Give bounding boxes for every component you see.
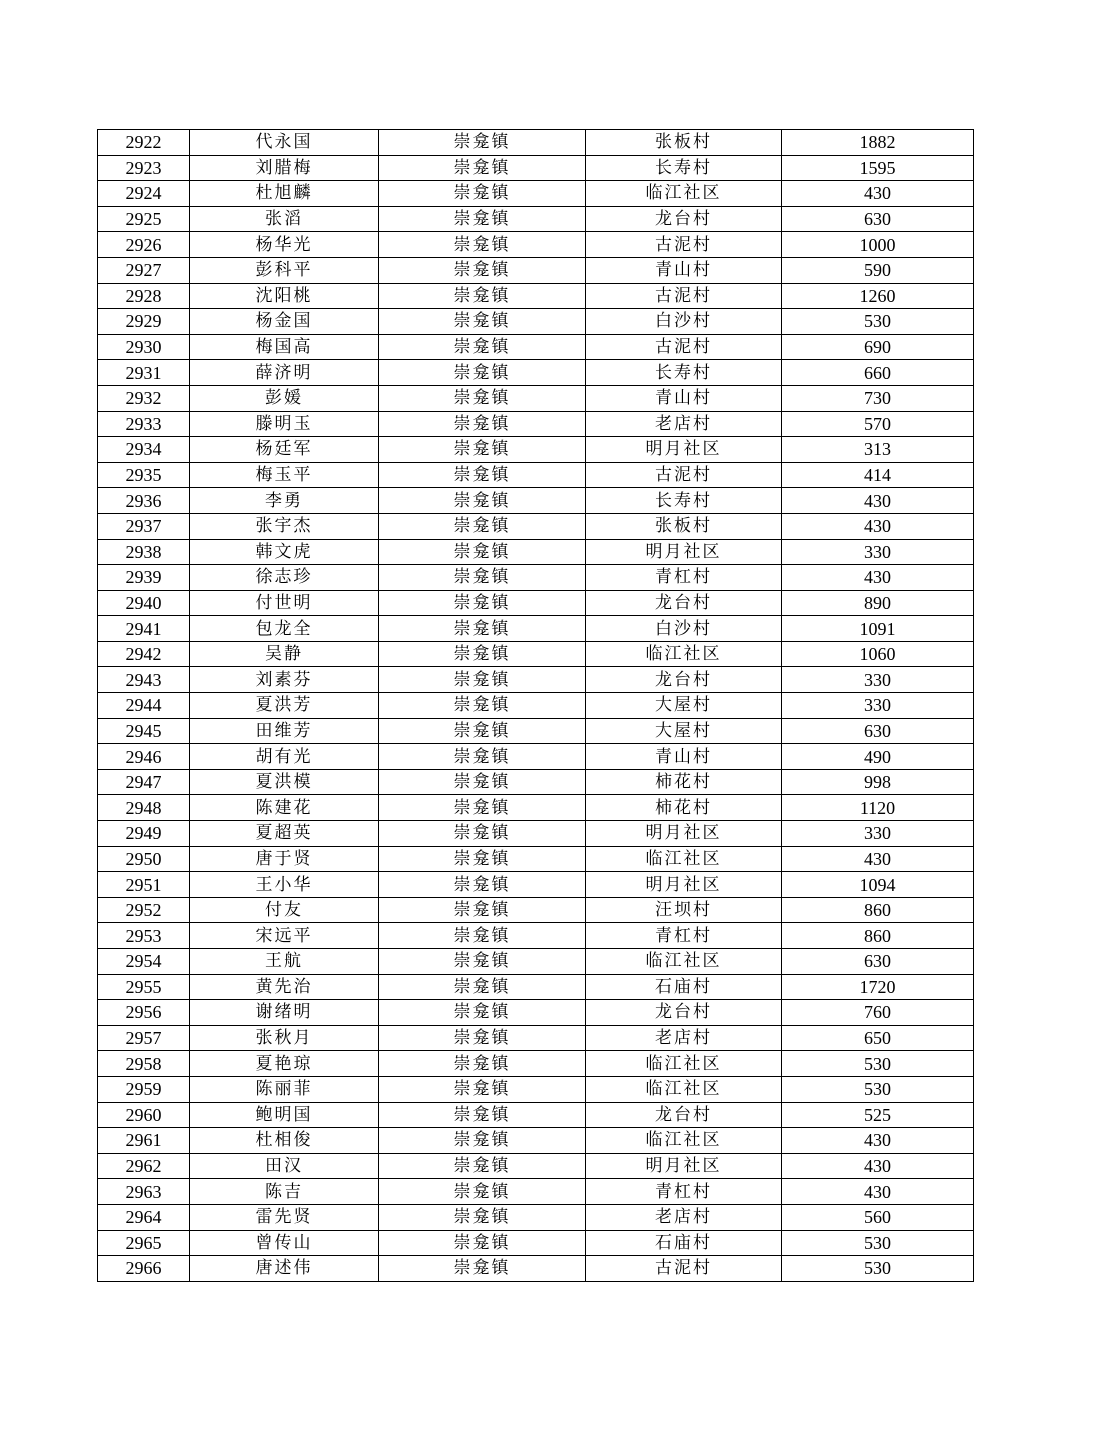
cell-amount: 430: [782, 846, 974, 872]
cell-town: 崇龛镇: [379, 821, 586, 847]
cell-town: 崇龛镇: [379, 744, 586, 770]
cell-village: 老店村: [586, 1025, 782, 1051]
cell-village: 柿花村: [586, 769, 782, 795]
cell-name: 代永国: [190, 130, 379, 156]
cell-name: 唐述伟: [190, 1256, 379, 1282]
cell-town: 崇龛镇: [379, 130, 586, 156]
cell-town: 崇龛镇: [379, 795, 586, 821]
cell-town: 崇龛镇: [379, 462, 586, 488]
cell-amount: 860: [782, 897, 974, 923]
table-row: [98, 1230, 974, 1256]
cell-village: 石庙村: [586, 1230, 782, 1256]
cell-village: 龙台村: [586, 206, 782, 232]
cell-name: 田维芳: [190, 718, 379, 744]
table-row: [98, 206, 974, 232]
cell-number: 2922: [98, 130, 190, 156]
table-row: [98, 488, 974, 514]
cell-amount: 430: [782, 1153, 974, 1179]
cell-town: 崇龛镇: [379, 155, 586, 181]
cell-name: 包龙全: [190, 616, 379, 642]
cell-name: 黄先治: [190, 974, 379, 1000]
table-body: [98, 130, 974, 1282]
cell-town: 崇龛镇: [379, 872, 586, 898]
cell-amount: 530: [782, 1230, 974, 1256]
cell-number: 2961: [98, 1128, 190, 1154]
cell-village: 汪坝村: [586, 897, 782, 923]
table-row: [98, 437, 974, 463]
table-row: [98, 257, 974, 283]
cell-town: 崇龛镇: [379, 181, 586, 207]
cell-town: 崇龛镇: [379, 283, 586, 309]
cell-town: 崇龛镇: [379, 309, 586, 335]
cell-town: 崇龛镇: [379, 539, 586, 565]
cell-name: 梅国高: [190, 334, 379, 360]
cell-amount: 330: [782, 821, 974, 847]
cell-town: 崇龛镇: [379, 437, 586, 463]
cell-village: 临江社区: [586, 1076, 782, 1102]
cell-amount: 330: [782, 539, 974, 565]
cell-village: 临江社区: [586, 1128, 782, 1154]
cell-amount: 730: [782, 385, 974, 411]
cell-amount: 1060: [782, 641, 974, 667]
cell-name: 梅玉平: [190, 462, 379, 488]
cell-town: 崇龛镇: [379, 769, 586, 795]
cell-name: 李勇: [190, 488, 379, 514]
cell-village: 古泥村: [586, 1256, 782, 1282]
cell-village: 龙台村: [586, 1000, 782, 1026]
cell-number: 2964: [98, 1204, 190, 1230]
cell-village: 古泥村: [586, 462, 782, 488]
cell-name: 付友: [190, 897, 379, 923]
cell-amount: 660: [782, 360, 974, 386]
cell-town: 崇龛镇: [379, 1256, 586, 1282]
cell-name: 夏艳琼: [190, 1051, 379, 1077]
cell-name: 彭媛: [190, 385, 379, 411]
cell-village: 明月社区: [586, 437, 782, 463]
cell-name: 刘腊梅: [190, 155, 379, 181]
table-row: [98, 846, 974, 872]
cell-town: 崇龛镇: [379, 616, 586, 642]
cell-town: 崇龛镇: [379, 334, 586, 360]
cell-amount: 530: [782, 1256, 974, 1282]
table-row: [98, 1025, 974, 1051]
cell-town: 崇龛镇: [379, 1128, 586, 1154]
cell-name: 张滔: [190, 206, 379, 232]
cell-village: 明月社区: [586, 539, 782, 565]
cell-amount: 560: [782, 1204, 974, 1230]
cell-number: 2954: [98, 949, 190, 975]
cell-name: 鲍明国: [190, 1102, 379, 1128]
table-row: [98, 385, 974, 411]
cell-number: 2950: [98, 846, 190, 872]
table-row: [98, 744, 974, 770]
cell-name: 陈丽菲: [190, 1076, 379, 1102]
cell-name: 付世明: [190, 590, 379, 616]
table-row: [98, 795, 974, 821]
cell-amount: 430: [782, 181, 974, 207]
cell-village: 长寿村: [586, 488, 782, 514]
table-row: [98, 897, 974, 923]
cell-name: 杨金国: [190, 309, 379, 335]
cell-name: 薛济明: [190, 360, 379, 386]
cell-name: 谢绪明: [190, 1000, 379, 1026]
cell-number: 2955: [98, 974, 190, 1000]
table-row: [98, 974, 974, 1000]
cell-number: 2951: [98, 872, 190, 898]
cell-number: 2933: [98, 411, 190, 437]
cell-amount: 760: [782, 1000, 974, 1026]
table-row: [98, 590, 974, 616]
cell-village: 临江社区: [586, 949, 782, 975]
table-row: [98, 232, 974, 258]
cell-number: 2959: [98, 1076, 190, 1102]
cell-town: 崇龛镇: [379, 1153, 586, 1179]
cell-village: 青杠村: [586, 923, 782, 949]
cell-village: 张板村: [586, 130, 782, 156]
cell-name: 杨廷军: [190, 437, 379, 463]
cell-amount: 1000: [782, 232, 974, 258]
table-row: [98, 1000, 974, 1026]
table-row: [98, 1076, 974, 1102]
table-row: [98, 1179, 974, 1205]
cell-town: 崇龛镇: [379, 667, 586, 693]
cell-village: 青山村: [586, 385, 782, 411]
cell-name: 彭科平: [190, 257, 379, 283]
cell-number: 2957: [98, 1025, 190, 1051]
cell-number: 2939: [98, 565, 190, 591]
cell-village: 石庙村: [586, 974, 782, 1000]
cell-town: 崇龛镇: [379, 1102, 586, 1128]
table-row: [98, 1051, 974, 1077]
data-table: [97, 129, 974, 1282]
cell-town: 崇龛镇: [379, 206, 586, 232]
cell-name: 徐志珍: [190, 565, 379, 591]
table-row: [98, 821, 974, 847]
cell-number: 2934: [98, 437, 190, 463]
cell-town: 崇龛镇: [379, 565, 586, 591]
cell-name: 陈建花: [190, 795, 379, 821]
cell-name: 田汉: [190, 1153, 379, 1179]
cell-town: 崇龛镇: [379, 1179, 586, 1205]
cell-village: 明月社区: [586, 821, 782, 847]
cell-town: 崇龛镇: [379, 488, 586, 514]
cell-amount: 650: [782, 1025, 974, 1051]
cell-number: 2944: [98, 693, 190, 719]
cell-number: 2953: [98, 923, 190, 949]
cell-village: 龙台村: [586, 1102, 782, 1128]
cell-name: 胡有光: [190, 744, 379, 770]
table-row: [98, 539, 974, 565]
table-row: [98, 565, 974, 591]
cell-number: 2966: [98, 1256, 190, 1282]
cell-village: 临江社区: [586, 181, 782, 207]
table-row: [98, 718, 974, 744]
cell-name: 夏洪芳: [190, 693, 379, 719]
cell-town: 崇龛镇: [379, 513, 586, 539]
cell-number: 2940: [98, 590, 190, 616]
cell-amount: 1260: [782, 283, 974, 309]
cell-amount: 430: [782, 488, 974, 514]
cell-town: 崇龛镇: [379, 923, 586, 949]
table-row: [98, 283, 974, 309]
cell-name: 王小华: [190, 872, 379, 898]
cell-number: 2946: [98, 744, 190, 770]
table-row: [98, 693, 974, 719]
cell-number: 2956: [98, 1000, 190, 1026]
cell-village: 龙台村: [586, 590, 782, 616]
table-row: [98, 616, 974, 642]
cell-number: 2929: [98, 309, 190, 335]
cell-amount: 313: [782, 437, 974, 463]
cell-name: 曾传山: [190, 1230, 379, 1256]
cell-town: 崇龛镇: [379, 641, 586, 667]
cell-name: 刘素芬: [190, 667, 379, 693]
cell-village: 大屋村: [586, 718, 782, 744]
table-row: [98, 1204, 974, 1230]
cell-amount: 570: [782, 411, 974, 437]
cell-number: 2942: [98, 641, 190, 667]
cell-village: 白沙村: [586, 616, 782, 642]
cell-town: 崇龛镇: [379, 1000, 586, 1026]
cell-town: 崇龛镇: [379, 232, 586, 258]
cell-number: 2947: [98, 769, 190, 795]
cell-amount: 525: [782, 1102, 974, 1128]
cell-number: 2965: [98, 1230, 190, 1256]
cell-amount: 330: [782, 667, 974, 693]
cell-amount: 530: [782, 309, 974, 335]
cell-amount: 630: [782, 206, 974, 232]
cell-amount: 330: [782, 693, 974, 719]
cell-amount: 530: [782, 1076, 974, 1102]
table-row: [98, 1128, 974, 1154]
cell-village: 白沙村: [586, 309, 782, 335]
cell-number: 2928: [98, 283, 190, 309]
cell-amount: 1882: [782, 130, 974, 156]
cell-number: 2936: [98, 488, 190, 514]
cell-name: 宋远平: [190, 923, 379, 949]
cell-amount: 530: [782, 1051, 974, 1077]
table-row: [98, 513, 974, 539]
cell-town: 崇龛镇: [379, 1051, 586, 1077]
cell-town: 崇龛镇: [379, 1204, 586, 1230]
cell-name: 滕明玉: [190, 411, 379, 437]
table-row: [98, 949, 974, 975]
cell-amount: 430: [782, 1179, 974, 1205]
cell-town: 崇龛镇: [379, 1025, 586, 1051]
cell-number: 2923: [98, 155, 190, 181]
cell-number: 2937: [98, 513, 190, 539]
cell-number: 2943: [98, 667, 190, 693]
cell-village: 大屋村: [586, 693, 782, 719]
cell-village: 青杠村: [586, 565, 782, 591]
cell-town: 崇龛镇: [379, 693, 586, 719]
cell-name: 雷先贤: [190, 1204, 379, 1230]
cell-name: 吴静: [190, 641, 379, 667]
cell-village: 老店村: [586, 1204, 782, 1230]
table-row: [98, 641, 974, 667]
cell-name: 王航: [190, 949, 379, 975]
table-row: [98, 923, 974, 949]
cell-town: 崇龛镇: [379, 385, 586, 411]
cell-amount: 860: [782, 923, 974, 949]
cell-village: 临江社区: [586, 846, 782, 872]
cell-number: 2927: [98, 257, 190, 283]
cell-number: 2960: [98, 1102, 190, 1128]
cell-town: 崇龛镇: [379, 257, 586, 283]
table-row: [98, 1102, 974, 1128]
cell-number: 2935: [98, 462, 190, 488]
cell-name: 张宇杰: [190, 513, 379, 539]
cell-number: 2941: [98, 616, 190, 642]
cell-town: 崇龛镇: [379, 718, 586, 744]
table-row: [98, 334, 974, 360]
cell-amount: 630: [782, 949, 974, 975]
cell-number: 2926: [98, 232, 190, 258]
table-row: [98, 462, 974, 488]
cell-amount: 998: [782, 769, 974, 795]
cell-amount: 1120: [782, 795, 974, 821]
cell-amount: 430: [782, 1128, 974, 1154]
cell-name: 杜旭麟: [190, 181, 379, 207]
table-row: [98, 1256, 974, 1282]
cell-town: 崇龛镇: [379, 974, 586, 1000]
cell-name: 夏超英: [190, 821, 379, 847]
cell-name: 陈吉: [190, 1179, 379, 1205]
cell-amount: 1595: [782, 155, 974, 181]
cell-village: 明月社区: [586, 1153, 782, 1179]
cell-village: 临江社区: [586, 641, 782, 667]
cell-town: 崇龛镇: [379, 411, 586, 437]
cell-village: 柿花村: [586, 795, 782, 821]
cell-number: 2945: [98, 718, 190, 744]
cell-town: 崇龛镇: [379, 846, 586, 872]
cell-town: 崇龛镇: [379, 897, 586, 923]
table-row: [98, 309, 974, 335]
cell-number: 2930: [98, 334, 190, 360]
cell-amount: 1094: [782, 872, 974, 898]
cell-village: 古泥村: [586, 232, 782, 258]
cell-number: 2932: [98, 385, 190, 411]
table-row: [98, 411, 974, 437]
cell-name: 夏洪模: [190, 769, 379, 795]
cell-amount: 1720: [782, 974, 974, 1000]
cell-village: 临江社区: [586, 1051, 782, 1077]
cell-village: 老店村: [586, 411, 782, 437]
cell-village: 张板村: [586, 513, 782, 539]
cell-village: 青杠村: [586, 1179, 782, 1205]
cell-number: 2952: [98, 897, 190, 923]
cell-village: 青山村: [586, 257, 782, 283]
table-row: [98, 667, 974, 693]
cell-number: 2949: [98, 821, 190, 847]
cell-number: 2924: [98, 181, 190, 207]
table-row: [98, 181, 974, 207]
table-row: [98, 360, 974, 386]
cell-amount: 430: [782, 513, 974, 539]
cell-amount: 690: [782, 334, 974, 360]
cell-town: 崇龛镇: [379, 1230, 586, 1256]
cell-amount: 490: [782, 744, 974, 770]
cell-name: 杜相俊: [190, 1128, 379, 1154]
cell-amount: 890: [782, 590, 974, 616]
cell-number: 2938: [98, 539, 190, 565]
cell-number: 2931: [98, 360, 190, 386]
cell-village: 古泥村: [586, 334, 782, 360]
cell-name: 沈阳桃: [190, 283, 379, 309]
cell-town: 崇龛镇: [379, 1076, 586, 1102]
cell-number: 2958: [98, 1051, 190, 1077]
cell-village: 龙台村: [586, 667, 782, 693]
cell-name: 韩文虎: [190, 539, 379, 565]
cell-amount: 414: [782, 462, 974, 488]
cell-amount: 430: [782, 565, 974, 591]
table-row: [98, 872, 974, 898]
table-row: [98, 769, 974, 795]
table-row: [98, 1153, 974, 1179]
cell-number: 2948: [98, 795, 190, 821]
cell-number: 2962: [98, 1153, 190, 1179]
cell-amount: 1091: [782, 616, 974, 642]
table-row: [98, 155, 974, 181]
cell-town: 崇龛镇: [379, 360, 586, 386]
cell-name: 杨华光: [190, 232, 379, 258]
cell-name: 张秋月: [190, 1025, 379, 1051]
cell-village: 长寿村: [586, 360, 782, 386]
cell-amount: 590: [782, 257, 974, 283]
cell-number: 2963: [98, 1179, 190, 1205]
table-row: [98, 130, 974, 156]
cell-town: 崇龛镇: [379, 590, 586, 616]
cell-village: 长寿村: [586, 155, 782, 181]
cell-town: 崇龛镇: [379, 949, 586, 975]
cell-village: 古泥村: [586, 283, 782, 309]
cell-name: 唐于贤: [190, 846, 379, 872]
cell-amount: 630: [782, 718, 974, 744]
cell-village: 明月社区: [586, 872, 782, 898]
cell-number: 2925: [98, 206, 190, 232]
cell-village: 青山村: [586, 744, 782, 770]
